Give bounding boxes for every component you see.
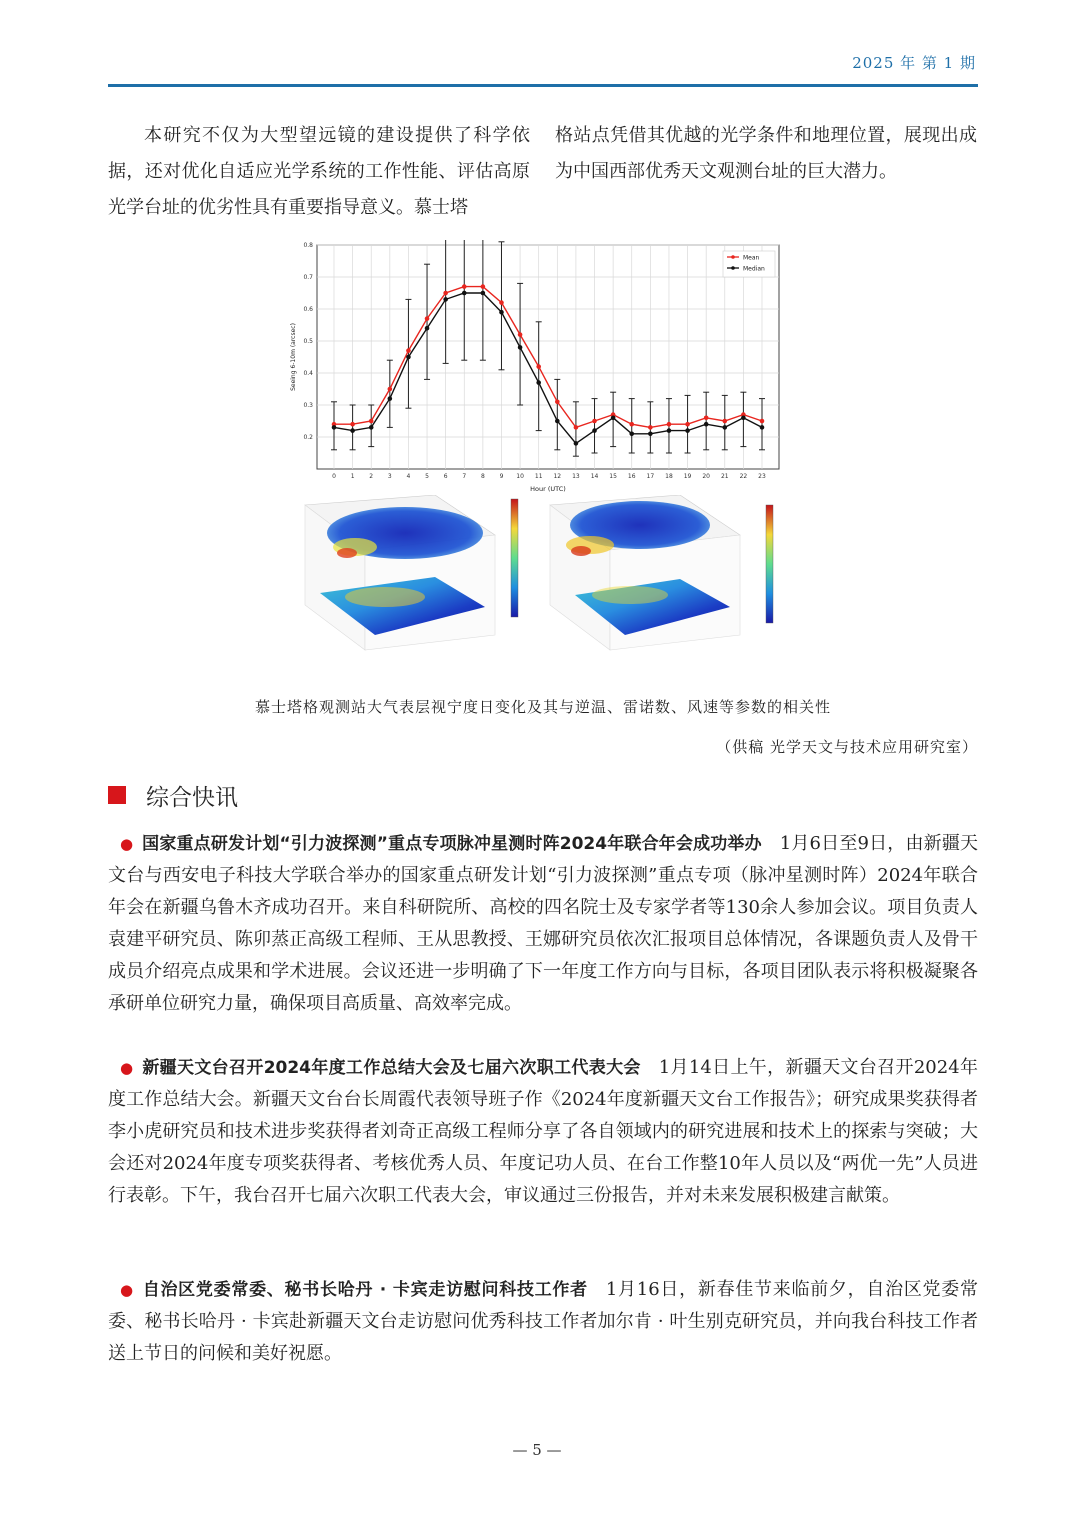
data-point-median (443, 297, 448, 302)
legend-median: Median (743, 265, 765, 273)
data-point-mean (555, 400, 560, 405)
x-tick-label: 6 (443, 473, 448, 480)
data-point-median (462, 291, 467, 296)
y-tick-label: 0.2 (303, 434, 313, 441)
x-tick-label: 3 (387, 473, 392, 480)
data-point-median (536, 380, 541, 385)
y-tick-label: 0.4 (303, 370, 313, 377)
data-point-median (425, 326, 430, 331)
scatter-plot-left (305, 495, 518, 650)
data-point-median (741, 416, 746, 421)
data-point-median (648, 432, 653, 437)
data-point-median (332, 425, 337, 430)
section-title: 综合快讯 (146, 784, 238, 811)
data-point-median (629, 432, 634, 437)
header-rule (108, 84, 978, 87)
news-title: 新疆天文台召开2024年度工作总结大会及七届六次职工代表大会 (142, 1058, 641, 1078)
figure-credit: （供稿 光学天文与技术应用研究室） (716, 738, 978, 756)
figure-caption: 慕士塔格观测站大气表层视宁度日变化及其与逆温、雷诺数、风速等参数的相关性 (254, 698, 831, 716)
news-body: 1月16日，新春佳节来临前夕，自治区党委常委、秘书长哈丹 · 卡宾赴新疆天文台走访慰问优秀科技工作者加尔肯 · 叶生别克研究员，并向我台科技工作者送上节日的问候和美好祝愿。 (108, 1279, 979, 1364)
data-point-median (499, 310, 504, 315)
news-title: 国家重点研发计划“引力波探测”重点专项脉冲星测时阵2024年联合年会成功举办 (142, 834, 762, 854)
data-point-mean (499, 300, 504, 305)
x-tick-label: 15 (609, 473, 617, 480)
x-tick-label: 13 (572, 473, 580, 480)
data-point-median (369, 425, 374, 430)
intro-right-column (555, 118, 977, 190)
data-point-mean (592, 419, 597, 424)
bullet-icon: ● (120, 1059, 134, 1077)
x-tick-label: 14 (590, 473, 599, 480)
data-point-mean (462, 284, 467, 289)
data-point-mean (722, 419, 727, 424)
x-tick-label: 12 (553, 473, 562, 480)
section-marker-icon (108, 786, 126, 804)
intro-left-text: 本研究不仅为大型望远镜的建设提供了科学依据，还对优化自适应光学系统的工作性能、评估高原光学台址的优劣性具有重要指导意义。慕士塔 (108, 125, 530, 218)
data-point-mean (369, 419, 374, 424)
x-axis-label: Hour (UTC) (530, 485, 566, 493)
data-point-median (518, 345, 523, 350)
x-tick-label: 9 (499, 473, 504, 480)
news-title: 自治区党委常委、秘书长哈丹 · 卡宾走访慰问科技工作者 (142, 1280, 588, 1300)
data-point-median (704, 422, 709, 427)
data-point-median (685, 428, 690, 433)
x-tick-label: 2 (369, 473, 374, 480)
data-point-median (611, 416, 616, 421)
chart-legend (723, 251, 775, 277)
news-item (108, 828, 978, 1020)
seeing-line-chart (285, 240, 785, 495)
data-point-mean (443, 291, 448, 296)
section-header (108, 780, 238, 810)
y-tick-label: 0.7 (303, 274, 313, 281)
3d-scatter-plots (285, 495, 785, 680)
y-tick-label: 0.6 (303, 306, 313, 313)
x-tick-label: 11 (534, 473, 543, 480)
data-point-mean (406, 348, 411, 353)
x-tick-label: 7 (462, 473, 467, 480)
data-point-mean (704, 416, 709, 421)
data-point-median (555, 419, 560, 424)
page-number: — 5 — (512, 1441, 562, 1459)
x-tick-label: 4 (406, 473, 411, 480)
data-point-mean (574, 425, 579, 430)
y-axis-label: Seeing 6-10m (arcsec) (290, 323, 297, 391)
data-point-median (406, 355, 411, 360)
data-point-median (760, 425, 765, 430)
y-tick-label: 0.8 (303, 242, 313, 249)
data-point-mean (685, 422, 690, 427)
x-tick-label: 10 (516, 473, 524, 480)
data-point-median (574, 441, 579, 446)
news-body: 1月6日至9日，由新疆天文台与西安电子科技大学联合举办的国家重点研发计划“引力波探测”重点专项（脉冲星测时阵）2024年联合年会在新疆乌鲁木齐成功召开。来自科研院所、高校的四名院士及专家学者等130余人参加会议。项目负责人袁建平研究员、陈卯蒸正高级工程师、王从思教授、王娜研究员依次汇报项目总体情况，各课题负责人及骨干成员介绍亮点成果和学术进展。会议还进一步明确了下一年度工作方向与目标，各项目团队表示将积极凝聚各承研单位研究力量，确保项目高质量、高效率完成。 (108, 833, 978, 1014)
data-point-mean (760, 419, 765, 424)
intro-right-text: 格站点凭借其优越的光学条件和地理位置，展现出成为中国西部优秀天文观测台址的巨大潜力。 (555, 125, 977, 182)
data-point-mean (536, 364, 541, 369)
x-tick-label: 17 (646, 473, 655, 480)
data-point-median (350, 428, 355, 433)
data-point-mean (388, 387, 393, 392)
news-item (108, 1274, 978, 1370)
data-point-median (388, 396, 393, 401)
data-point-mean (425, 316, 430, 321)
x-tick-label: 8 (480, 473, 485, 480)
data-point-mean (629, 422, 634, 427)
issue-label: 2025 年 第 1 期 (852, 54, 976, 72)
plot-frame (317, 245, 779, 469)
data-point-mean (667, 422, 672, 427)
data-point-median (592, 428, 597, 433)
news-body: 1月14日上午，新疆天文台召开2024年度工作总结大会。新疆天文台台长周霞代表领导班子作《2024年度新疆天文台工作报告》；研究成果奖获得者李小虎研究员和技术进步奖获得者刘奇正高级工程师分享了各自领域内的研究进展和技术上的探索与突破；大会还对2024年度专项奖获得者、考核优秀人员、年度记功人员、在台工作整10年人员以及“两优一先”人员进行表彰。下午，我台召开七届六次职工代表大会，审议通过三份报告，并对未来发展积极建言献策。 (108, 1057, 978, 1206)
x-tick-label: 21 (720, 473, 729, 480)
bullet-icon: ● (120, 1281, 134, 1299)
data-point-mean (481, 284, 486, 289)
y-tick-label: 0.3 (303, 402, 313, 409)
figure (285, 240, 785, 680)
data-point-mean (518, 332, 523, 337)
x-tick-label: 23 (758, 473, 766, 480)
x-tick-label: 0 (332, 473, 336, 480)
data-point-median (722, 425, 727, 430)
x-tick-label: 18 (665, 473, 673, 480)
x-tick-label: 22 (739, 473, 748, 480)
data-point-mean (350, 422, 355, 427)
data-point-median (667, 428, 672, 433)
x-tick-label: 5 (425, 473, 429, 480)
intro-left-column (108, 118, 530, 226)
data-point-median (481, 291, 486, 296)
bullet-icon: ● (120, 835, 134, 853)
x-tick-label: 1 (350, 473, 355, 480)
x-tick-label: 19 (683, 473, 692, 480)
x-tick-label: 20 (702, 473, 710, 480)
news-item (108, 1052, 978, 1212)
data-point-mean (648, 425, 653, 430)
y-tick-label: 0.5 (303, 338, 313, 345)
x-tick-label: 16 (627, 473, 636, 480)
scatter-plot-right (550, 495, 773, 650)
legend-mean: Mean (743, 254, 760, 262)
